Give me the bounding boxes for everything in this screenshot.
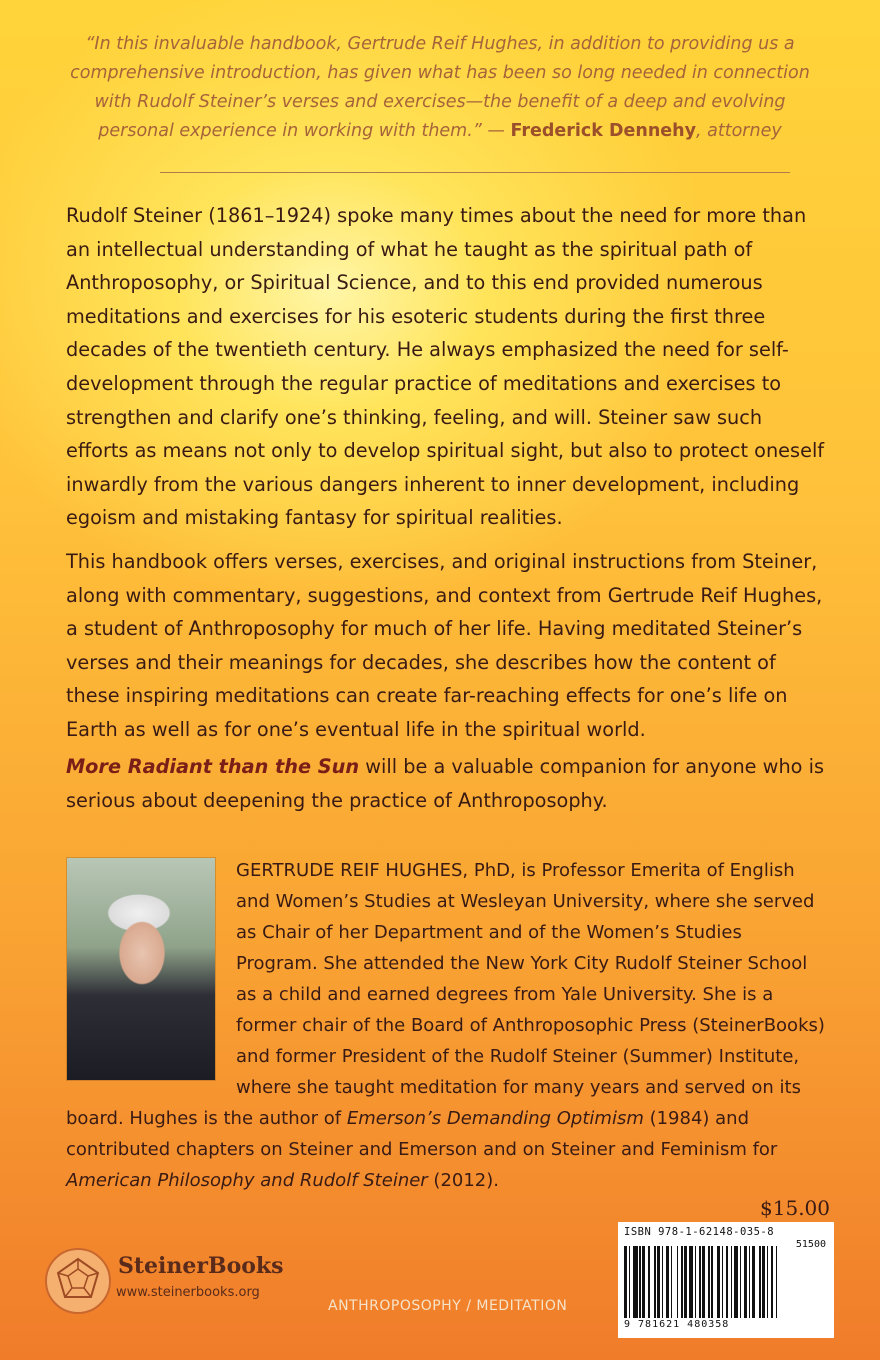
- publisher-url: www.steinerbooks.org: [116, 1285, 260, 1300]
- description-paragraph-3-text: will be a valuable companion for anyone who is serious about deepening the practice of Anthroposophy.: [66, 755, 824, 812]
- description-paragraph-3: [66, 750, 826, 817]
- quote-author-role: , attorney: [696, 121, 782, 141]
- author-bio: [66, 855, 826, 1196]
- category-label: ANTHROPOSOPHY / MEDITATION: [328, 1298, 568, 1314]
- quote-text: “In this invaluable handbook, Gertrude Reif Hughes, in addition to providing us a comprehensive introduction, has given what has been so long needed in connection with Rudolf Steiner’s verses and exercises—the benefit of a deep and evolving personal experience in working with them.” —: [70, 34, 810, 141]
- bio-text-2: (1984) and contributed chapters on Steiner and Emerson and on Steiner and Feminism for: [66, 1108, 778, 1160]
- bio-book-2: American Philosophy and Rudolf Steiner: [66, 1170, 428, 1191]
- book-title: More Radiant than the Sun: [66, 755, 360, 778]
- dodecahedron-icon: [42, 1245, 114, 1317]
- barcode-bar: [777, 1246, 779, 1318]
- endorsement-quote: [70, 30, 810, 146]
- price: $15.00: [760, 1196, 830, 1220]
- publisher-logo: [42, 1245, 302, 1315]
- bio-text-3: (2012).: [427, 1170, 499, 1191]
- bio-text-1: GERTRUDE REIF HUGHES, PhD, is Professor Emerita of English and Women’s Studies at Wesleyan University, where she served as Chair of her Department and of the Women’s Studies Program. She attended the New York City Rudolf Steiner School as a child and earned degrees from Yale University. She is a former chair of the Board of Anthroposophic Press (SteinerBooks) and former President of the Rudolf Steiner (Summer) Institute, where she taught meditation for many years and served on its board. Hughes is the author of: [66, 860, 825, 1129]
- barcode-bars: [624, 1240, 828, 1318]
- bio-book-1: Emerson’s Demanding Optimism: [346, 1108, 644, 1129]
- description-paragraph-2: This handbook offers verses, exercises, and original instructions from Steiner, along with commentary, suggestions, and context from Gertrude Reif Hughes, a student of Anthroposophy for much of her life. Having meditated Steiner’s verses and their meanings for decades, she describes how the content of these inspiring meditations can create far-reaching effects for one’s life on Earth as well as for one’s eventual life in the spiritual world.: [66, 550, 823, 741]
- barcode-price-code: 51500: [795, 1239, 826, 1250]
- isbn-barcode: [618, 1222, 834, 1338]
- quote-author: Frederick Dennehy: [510, 121, 697, 141]
- description-paragraph-1: Rudolf Steiner (1861–1924) spoke many times about the need for more than an intellectual understanding of what he taught as the spiritual path of Anthroposophy, or Spiritual Science, and to this end provided numerous meditations and exercises for his esoteric students during the first three decades of the twentieth century. He always emphasized the need for self-development through the regular practice of meditations and exercises to strengthen and clarify one’s thinking, feeling, and will. Steiner saw such efforts as means not only to develop spiritual sight, but also to protect oneself inwardly from the various dangers inherent to inner development, including egoism and mistaking fantasy for spiritual realities.: [66, 204, 825, 530]
- divider: [160, 172, 790, 173]
- barcode-number: 9 781621 480358: [624, 1319, 730, 1330]
- isbn-label: ISBN 978-1-62148-035-8: [624, 1226, 775, 1238]
- publisher-name: SteinerBooks: [118, 1253, 284, 1279]
